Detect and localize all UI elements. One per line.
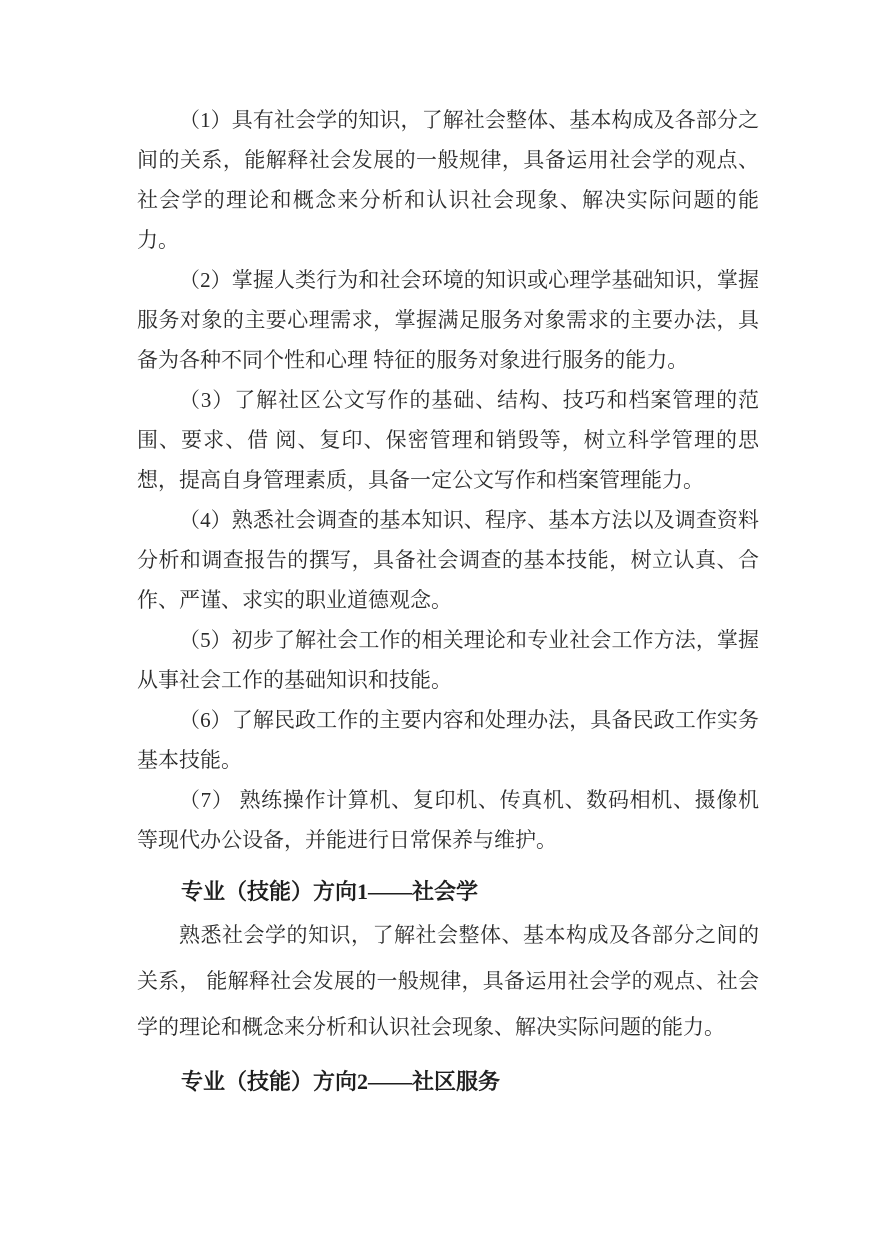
paragraph-5: （5）初步了解社会工作的相关理论和专业社会工作方法，掌握从事社会工作的基础知识和技能。 (137, 628, 759, 692)
document-content (137, 100, 759, 1102)
paragraph-direction-1-description: 熟悉社会学的知识，了解社会整体、基本构成及各部分之间的关系， 能解释社会发展的一般规律，具备运用社会学的观点、社会学的理论和概念来分析和认识社会现象、解决实际问题的能力。 (137, 923, 759, 1039)
paragraph-1: （1）具有社会学的知识，了解社会整体、基本构成及各部分之间的关系，能解释社会发展的一般规律，具备运用社会学的观点、社会学的理论和概念来分析和认识社会现象、解决实际问题的能力。 (137, 108, 759, 252)
paragraph-3: （3）了解社区公文写作的基础、结构、技巧和档案管理的范围、要求、借 阅、复印、保密管理和销毁等，树立科学管理的思想，提高自身管理素质，具备一定公文写作和档案管理能力。 (137, 388, 759, 492)
paragraph-6: （6）了解民政工作的主要内容和处理办法，具备民政工作实务基本技能。 (137, 708, 759, 772)
paragraph-7: （7） 熟练操作计算机、复印机、传真机、数码相机、摄像机等现代办公设备，并能进行日常保养与维护。 (137, 788, 759, 852)
paragraph-4: （4）熟悉社会调查的基本知识、程序、基本方法以及调查资料分析和调查报告的撰写，具备社会调查的基本技能，树立认真、合作、严谨、求实的职业道德观念。 (137, 508, 759, 612)
section-heading-direction-2: 专业（技能）方向2——社区服务 (181, 1069, 501, 1094)
section-heading-direction-1: 专业（技能）方向1——社会学 (181, 879, 479, 904)
paragraph-2: （2）掌握人类行为和社会环境的知识或心理学基础知识，掌握服务对象的主要心理需求，掌握满足服务对象需求的主要办法，具备为各种不同个性和心理 特征的服务对象进行服务的能力。 (137, 268, 759, 372)
